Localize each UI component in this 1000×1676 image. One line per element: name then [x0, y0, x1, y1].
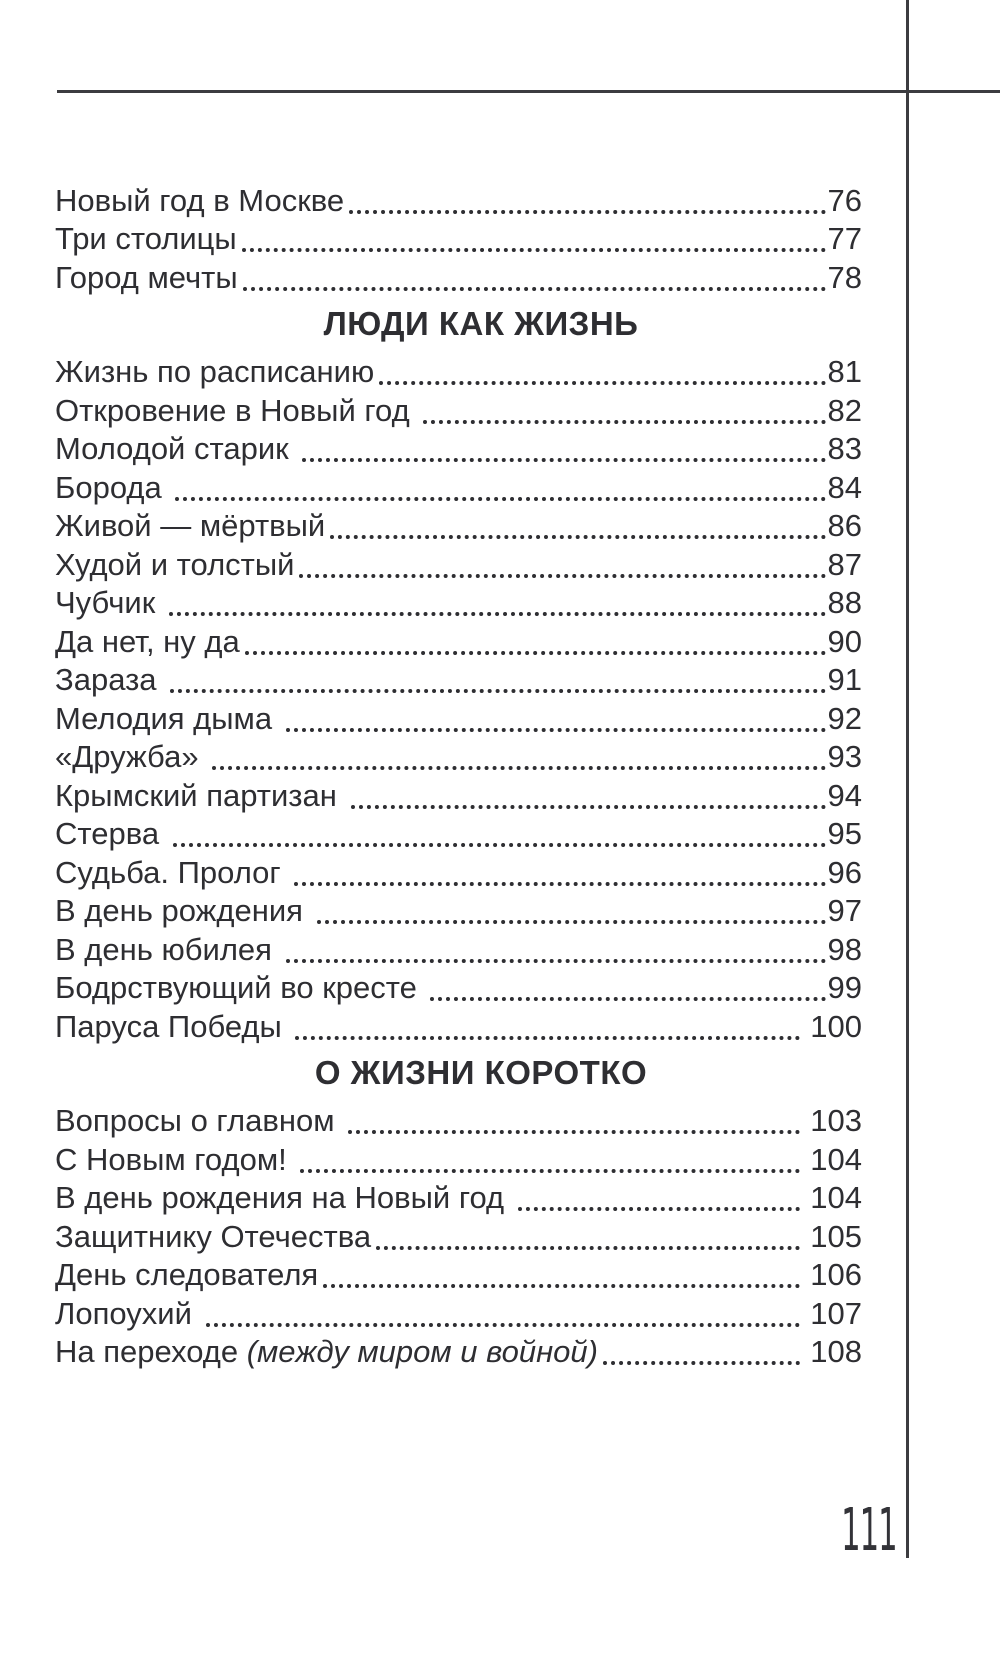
toc-entry-title: Живой — мёртвый: [55, 508, 326, 543]
toc-entry-page: 94: [827, 777, 862, 813]
toc-entry-title: В день юбилея: [55, 931, 281, 967]
toc-entry-title: Жизнь по расписанию: [55, 354, 375, 389]
toc-entry: [55, 621, 862, 660]
toc-entry: [55, 737, 862, 776]
toc-entry: [55, 1293, 862, 1332]
toc-entry-page: 78: [827, 259, 862, 295]
toc-entry-page: 91: [827, 662, 862, 697]
dot-leader: [294, 882, 825, 886]
toc-entry-page: 106: [801, 1257, 862, 1292]
toc-entry-page: 82: [827, 392, 862, 428]
toc-entry-title: Паруса Победы: [55, 1008, 291, 1044]
toc-entry: [55, 219, 862, 258]
dot-leader: [212, 766, 825, 770]
toc-entry-page: 81: [827, 354, 862, 389]
dot-leader: [286, 959, 826, 963]
toc-entry-page: 107: [801, 1295, 862, 1331]
toc-entry-title: Молодой старик: [55, 431, 298, 466]
toc-entry: [55, 1139, 862, 1178]
toc-entry-page: 105: [801, 1218, 862, 1254]
dot-leader: [379, 381, 825, 385]
dot-leader: [245, 651, 826, 655]
toc-entry-page: 108: [801, 1334, 862, 1369]
dot-leader: [603, 1361, 800, 1365]
toc-entry-title: Защитнику Отечества: [55, 1218, 372, 1254]
dot-leader: [206, 1323, 800, 1327]
toc-entry-title: Город мечты: [55, 259, 238, 295]
toc-entry: [55, 352, 862, 391]
toc-entry-page: 103: [801, 1103, 862, 1138]
toc-entry: [55, 429, 862, 468]
toc-entry-title: Вопросы о главном: [55, 1103, 344, 1138]
toc-entry: [55, 506, 862, 545]
top-horizontal-rule: [57, 90, 1000, 93]
dot-leader: [242, 248, 826, 252]
toc-entry-page: 98: [827, 931, 862, 967]
dot-leader: [173, 843, 826, 847]
toc-entry: [55, 968, 862, 1007]
toc-entry-page: 100: [801, 1008, 862, 1044]
toc-entry: [55, 1101, 862, 1140]
right-vertical-rule: [906, 0, 909, 1558]
toc-entry: [55, 257, 862, 296]
toc-entry-title: День следователя: [55, 1257, 319, 1292]
toc-entry-title: Три столицы: [55, 221, 237, 256]
toc-entry-title: В день рождения: [55, 893, 312, 928]
toc-entry-page: 90: [827, 623, 862, 659]
toc-entry: [55, 1216, 862, 1255]
toc-entry-title: Худой и толстый: [55, 546, 295, 582]
toc-entry-title: На переходе: [55, 1334, 247, 1369]
toc-entry: [55, 544, 862, 583]
toc-entry-page: 87: [827, 546, 862, 582]
section-header: О ЖИЗНИ КОРОТКО: [314, 1053, 648, 1091]
toc-entry-page: 99: [827, 970, 862, 1005]
toc-entry: [55, 1332, 862, 1371]
toc-entry-title: Лопоухий: [55, 1295, 201, 1331]
toc-entry-page: 96: [827, 854, 862, 890]
toc-entry-title: В день рождения на Новый год: [55, 1180, 513, 1215]
toc-entry: [55, 929, 862, 968]
table-of-contents: [55, 180, 862, 1370]
toc-entry-title: Чубчик: [55, 585, 164, 620]
toc-entry-page: 92: [827, 700, 862, 736]
toc-entry: [55, 467, 862, 506]
toc-entry: [55, 1255, 862, 1294]
toc-entry-title-italic: (между миром и войной): [246, 1334, 598, 1369]
toc-entry-title: Бодрствующий во кресте: [55, 970, 426, 1005]
toc-entry: [55, 660, 862, 699]
toc-entry-page: 104: [801, 1141, 862, 1177]
dot-leader: [317, 920, 826, 924]
toc-entry-page: 77: [827, 221, 862, 256]
page-number: 111: [841, 1495, 897, 1564]
toc-entry-page: 97: [827, 893, 862, 928]
toc-entry: [55, 891, 862, 930]
toc-entry-title: «Дружба»: [55, 739, 208, 774]
dot-leader: [518, 1207, 800, 1211]
section-header: ЛЮДИ КАК ЖИЗНЬ: [323, 304, 639, 342]
dot-leader: [351, 805, 826, 809]
dot-leader: [243, 287, 826, 291]
toc-entry-title: Крымский партизан: [55, 777, 346, 813]
toc-entry-title: Откровение в Новый год: [55, 392, 419, 428]
toc-entry-page: 76: [827, 182, 862, 218]
toc-entry-title: С Новым годом!: [55, 1141, 296, 1177]
toc-entry: [55, 180, 862, 219]
dot-leader: [169, 612, 826, 616]
dot-leader: [175, 497, 825, 501]
dot-leader: [423, 420, 825, 424]
toc-entry-page: 88: [827, 585, 862, 620]
toc-entry: [55, 814, 862, 853]
dot-leader: [349, 210, 825, 214]
dot-leader: [330, 535, 825, 539]
toc-entry: [55, 775, 862, 814]
dot-leader: [430, 997, 825, 1001]
toc-entry: [55, 1178, 862, 1217]
toc-entry-page: 104: [801, 1180, 862, 1215]
toc-entry-title: Новый год в Москве: [55, 182, 345, 218]
toc-entry-page: 95: [827, 816, 862, 851]
dot-leader: [376, 1246, 800, 1250]
dot-leader: [299, 574, 825, 578]
toc-entry-page: 84: [827, 469, 862, 505]
dot-leader: [302, 458, 825, 462]
toc-entry-title: Стерва: [55, 816, 168, 851]
toc-entry-page: 83: [827, 431, 862, 466]
toc-entry-title: Судьба. Пролог: [55, 854, 290, 890]
toc-entry-title: Мелодия дыма: [55, 700, 281, 736]
toc-entry: [55, 390, 862, 429]
dot-leader: [170, 689, 825, 693]
dot-leader: [295, 1036, 799, 1040]
dot-leader: [286, 728, 826, 732]
toc-entry-page: 86: [827, 508, 862, 543]
toc-entry-title: Да нет, ну да: [55, 623, 240, 659]
toc-entry: [55, 1006, 862, 1045]
dot-leader: [348, 1130, 800, 1134]
toc-entry: [55, 698, 862, 737]
toc-entry: [55, 583, 862, 622]
toc-entry-title: Зараза: [55, 662, 166, 697]
toc-entry-title: Борода: [55, 469, 171, 505]
toc-entry: [55, 852, 862, 891]
dot-leader: [300, 1169, 799, 1173]
toc-entry-page: 93: [827, 739, 862, 774]
dot-leader: [323, 1284, 799, 1288]
